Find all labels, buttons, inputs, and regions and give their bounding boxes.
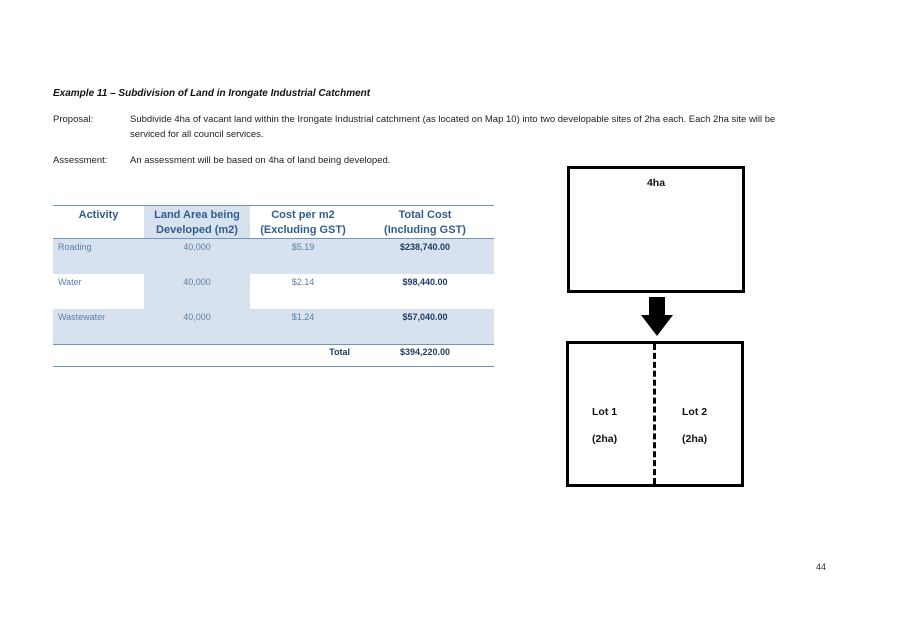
cell-total: $98,440.00 xyxy=(402,277,448,287)
table-row xyxy=(53,309,494,345)
total-value: $394,220.00 xyxy=(399,347,451,357)
cell-area: 40,000 xyxy=(183,312,211,322)
cell-cost: $5.19 xyxy=(291,242,315,252)
proposal-line-2: serviced for all council services. xyxy=(130,129,264,140)
assessment-text: An assessment will be based on 4ha of land being developed. xyxy=(130,155,391,166)
example-heading: Example 11 – Subdivision of Land in Irongate Industrial Catchment xyxy=(53,88,371,99)
land-4ha-label: 4ha xyxy=(646,177,666,189)
total-label: Total xyxy=(329,347,350,357)
lot-2-label: Lot 2 xyxy=(682,406,708,418)
subdivided-lots-box xyxy=(566,341,744,487)
header-land-area: Land Area being Developed (m2) xyxy=(144,206,250,239)
header-activity: Activity xyxy=(78,209,119,221)
cell-cost: $2.14 xyxy=(291,277,315,287)
cell-area: 40,000 xyxy=(144,274,250,309)
table-header-row xyxy=(53,206,494,239)
lot-divider xyxy=(653,344,656,484)
land-4ha-box xyxy=(567,166,745,293)
table-row xyxy=(53,239,494,275)
lot-1-size: (2ha) xyxy=(592,433,618,445)
cell-total: $57,040.00 xyxy=(402,312,448,322)
cell-area: 40,000 xyxy=(183,242,211,252)
page-number: 44 xyxy=(816,562,827,572)
cell-activity: Roading xyxy=(58,242,92,252)
table-row xyxy=(53,274,494,309)
lot-2-size: (2ha) xyxy=(682,433,708,445)
header-cost-per-m2: Cost per m2 (Excluding GST) xyxy=(260,209,346,236)
lot-1-label: Lot 1 xyxy=(592,406,618,418)
cell-activity: Wastewater xyxy=(58,312,106,322)
cost-table xyxy=(53,205,494,367)
header-total-cost: Total Cost (Including GST) xyxy=(384,209,466,236)
proposal-line-1: Subdivide 4ha of vacant land within the Irongate Industrial catchment (as located on Map 10) into two developable sites of 2ha each. Each 2ha site will be xyxy=(130,114,776,125)
assessment-label: Assessment: xyxy=(53,155,108,166)
table-total-row xyxy=(53,345,494,367)
proposal-label: Proposal: xyxy=(53,114,94,125)
cell-activity: Water xyxy=(58,277,82,287)
arrow-down-icon xyxy=(639,297,675,337)
proposal-text xyxy=(130,112,830,142)
cell-total: $238,740.00 xyxy=(399,242,451,252)
cell-cost: $1.24 xyxy=(291,312,315,322)
